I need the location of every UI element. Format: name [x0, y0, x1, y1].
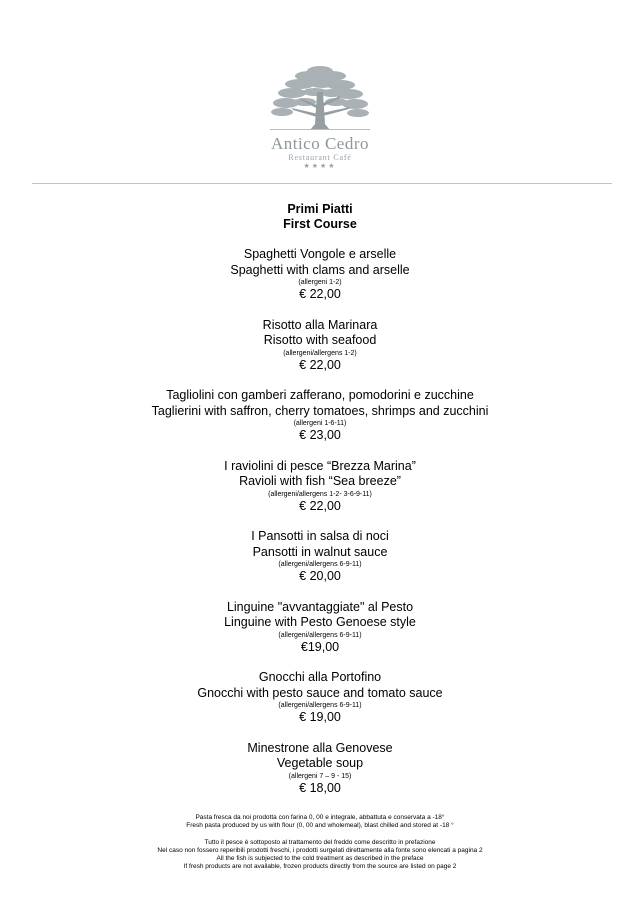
dish-name-en: Pansotti in walnut sauce: [252, 544, 388, 559]
dish-price: € 22,00: [299, 357, 341, 372]
footer-notes: [0, 814, 640, 872]
dish-allergens: (allergeni/allergens 6-9-11): [278, 631, 362, 639]
note-pasta-it: Pasta fresca da noi prodotta con farina 0, 00 e integrale, abbattuta e conservata a -18°: [195, 814, 445, 821]
dish-name-it: Linguine "avvantaggiate" al Pesto: [226, 599, 414, 614]
dish-price: €19,00: [300, 639, 340, 654]
dish-allergens: (allergeni/allergens 6-9-11): [278, 561, 362, 568]
note-fish-en: All the fish is subjected to the cold treatment as described in the preface: [216, 855, 424, 863]
notes-spacer: [0, 831, 640, 839]
header-divider: [32, 183, 612, 184]
dish-name-en: Ravioli with fish “Sea breeze”: [239, 474, 401, 488]
dish-allergens: (allergeni/allergens 1-2): [283, 349, 357, 357]
dish-name-it: Minestrone alla Genovese: [247, 740, 393, 755]
dish-name-it: I Pansotti in salsa di noci: [251, 529, 389, 543]
note-frozen-en: If fresh products are not available, frozen products directly from the source are listed on page 2: [183, 863, 457, 871]
dish-price: € 22,00: [299, 498, 341, 513]
dish-allergens: (allergeni 1-2): [298, 279, 342, 286]
dish-price: € 23,00: [299, 428, 341, 442]
dish-allergens: (allergeni 7 – 9 - 15): [288, 772, 352, 780]
dish-price: € 18,00: [299, 780, 341, 795]
dish-name-it: Spaghetti Vongole e arselle: [243, 247, 397, 261]
dish-name-en: Risotto with seafood: [263, 333, 377, 347]
note-fish-it: Tutto il pesce è sottoposto al trattamento del freddo come descritto in prefazione: [204, 838, 436, 846]
dish-price: € 22,00: [299, 287, 341, 301]
dish-name-en: Gnocchi with pesto sauce and tomato sauce: [197, 685, 443, 700]
dish-item: [0, 741, 640, 797]
dish-allergens: (allergeni/allergens 6-9-11): [278, 702, 362, 709]
note-frozen-it: Nel caso non fossero reperibili prodotti freschi, i prodotti surgelati direttamente alla fonte sono elencati a pagina 2: [157, 846, 483, 854]
restaurant-logo: [0, 62, 640, 172]
section-title-en: First Course: [283, 217, 357, 231]
dish-item: [0, 388, 640, 444]
note-pasta-en: Fresh pasta produced by us with flour (0, 00 and wholemeal), blast chilled and stored at -18 °: [186, 822, 454, 830]
dish-item: [0, 529, 640, 585]
dish-item: [0, 247, 640, 303]
section-title-it: Primi Piatti: [287, 202, 353, 216]
dish-item: [0, 600, 640, 656]
brand-name: Antico Cedro: [270, 134, 370, 153]
dish-name-it: Risotto alla Marinara: [262, 317, 378, 332]
dish-name-it: Gnocchi alla Portofino: [258, 670, 382, 684]
dish-name-en: Taglierini with saffron, cherry tomatoes, shrimps and zucchini: [151, 403, 489, 418]
dish-price: € 20,00: [299, 569, 341, 583]
brand-subtitle: Restaurant Café: [288, 153, 352, 162]
dish-item: [0, 670, 640, 726]
dish-allergens: (allergeni 1-6-11): [293, 420, 347, 427]
dish-name-it: Tagliolini con gamberi zafferano, pomodorini e zucchine: [166, 388, 474, 402]
dish-price: € 19,00: [299, 710, 341, 724]
brand-stars: ★★★★: [303, 163, 337, 170]
dish-item: [0, 318, 640, 374]
dish-name-en: Vegetable soup: [276, 756, 364, 770]
dish-name-it: I raviolini di pesce “Brezza Marina”: [224, 458, 416, 473]
dish-list: [0, 247, 640, 796]
dish-allergens: (allergeni/allergens 1-2- 3-6-9-11): [268, 490, 372, 498]
cedar-tree-icon: [270, 62, 370, 132]
dish-item: [0, 459, 640, 515]
dish-name-en: Spaghetti with clams and arselle: [230, 262, 410, 277]
section-heading: [0, 202, 640, 232]
dish-name-en: Linguine with Pesto Genoese style: [224, 615, 416, 629]
